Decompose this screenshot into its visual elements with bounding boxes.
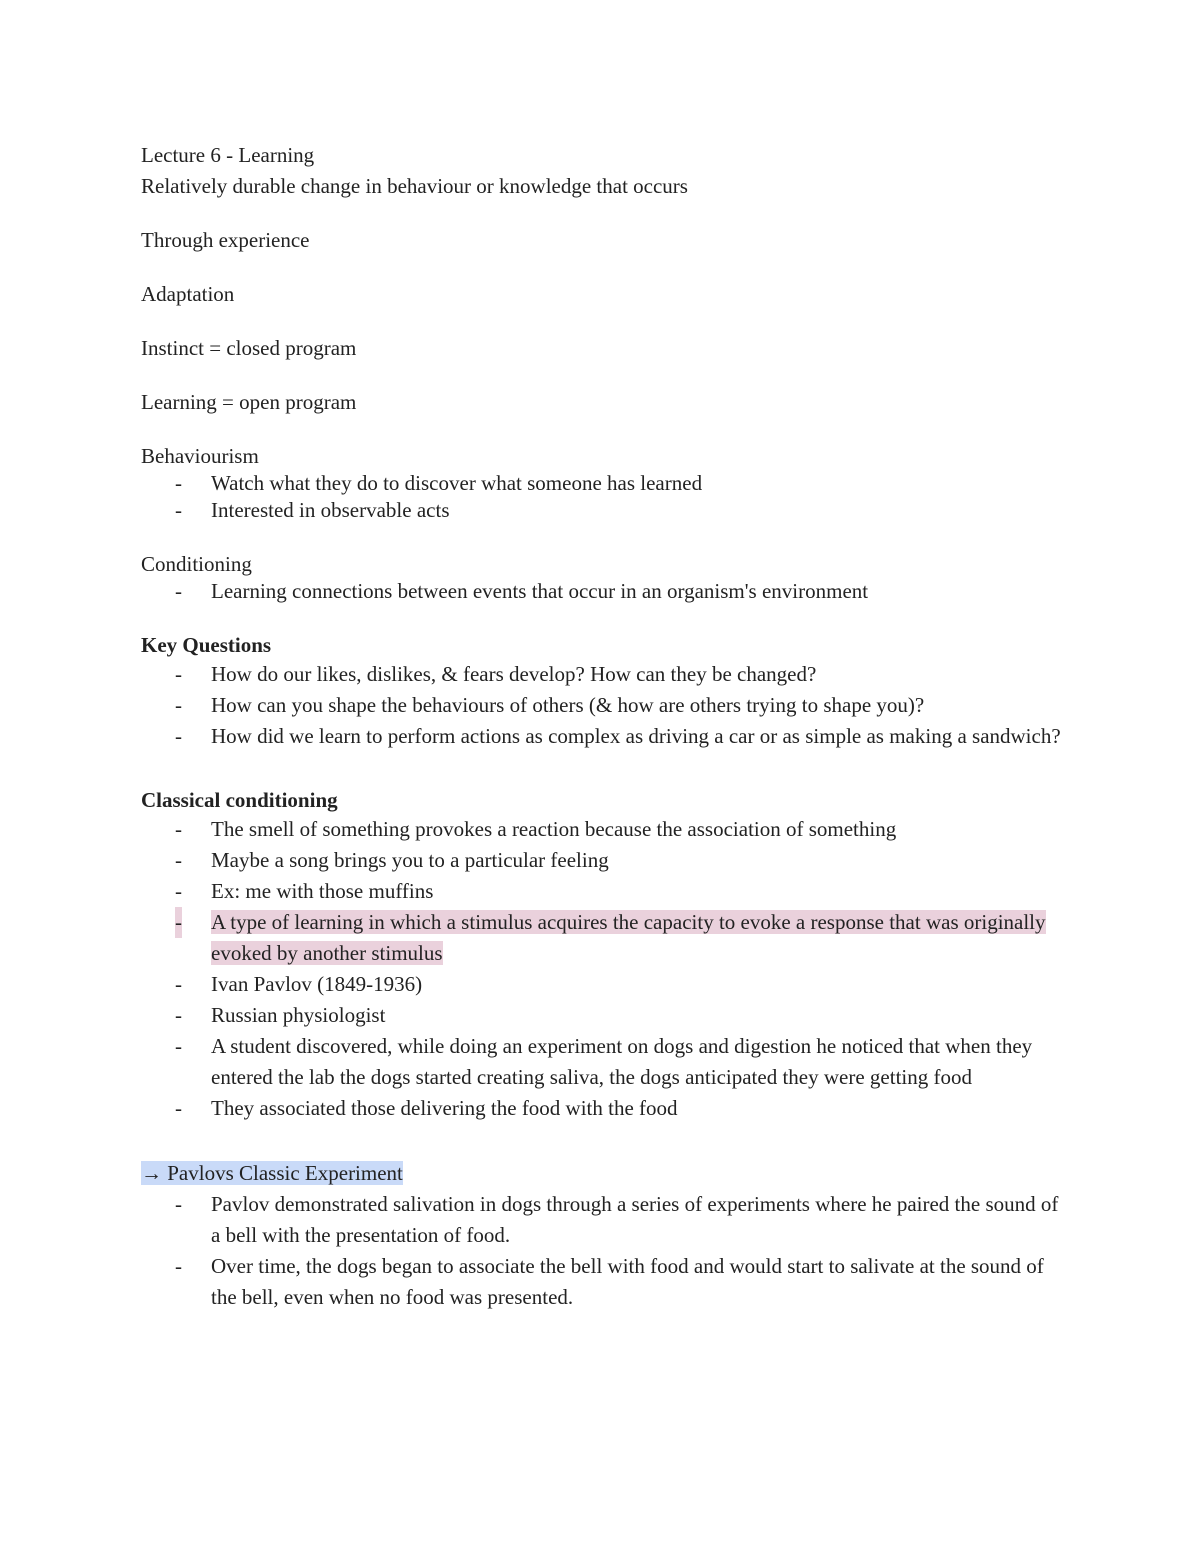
dash-marker: - xyxy=(175,1192,182,1216)
list-item-text: A student discovered, while doing an experiment on dogs and digestion he noticed that when they entered the lab the dogs started creating saliva, the dogs anticipated they were getting food xyxy=(211,1034,1033,1089)
list-item xyxy=(141,659,1071,690)
list-item xyxy=(141,1000,1071,1031)
list-item-text: Ex: me with those muffins xyxy=(211,879,434,903)
list-item-text: How do our likes, dislikes, & fears develop? How can they be changed? xyxy=(211,662,817,686)
list-item-text: How did we learn to perform actions as complex as driving a car or as simple as making a sandwich? xyxy=(211,724,1061,748)
dash-marker: - xyxy=(175,693,182,717)
adaptation-line: Adaptation xyxy=(141,282,235,306)
dash-marker: - xyxy=(175,1003,182,1027)
list-item xyxy=(141,578,1071,605)
lecture-title: Lecture 6 - Learning xyxy=(141,143,315,167)
list-item xyxy=(141,721,1071,752)
dash-marker: - xyxy=(175,1034,182,1058)
dash-marker: - xyxy=(175,498,182,522)
instinct-line: Instinct = closed program xyxy=(141,336,357,360)
list-item-text: Ivan Pavlov (1849-1936) xyxy=(211,972,423,996)
conditioning-heading: Conditioning xyxy=(141,552,252,576)
dash-marker: - xyxy=(175,879,182,903)
classical-conditioning-list xyxy=(141,814,1071,1124)
list-item xyxy=(141,1189,1071,1251)
learning-line: Learning = open program xyxy=(141,390,357,414)
list-item-text: Pavlov demonstrated salivation in dogs through a series of experiments where he paired the sound of a bell with the presentation of food. xyxy=(211,1192,1059,1247)
pavlov-experiment-list xyxy=(141,1189,1071,1313)
list-item-text: They associated those delivering the food with the food xyxy=(211,1096,678,1120)
list-item-text: Russian physiologist xyxy=(211,1003,386,1027)
document-body xyxy=(141,142,1071,1313)
list-item xyxy=(141,470,1071,497)
highlighted-definition-text: A type of learning in which a stimulus acquires the capacity to evoke a response that was originally evoked by another stimulus xyxy=(211,910,1046,965)
dash-marker: - xyxy=(175,724,182,748)
dash-marker: - xyxy=(175,972,182,996)
list-item xyxy=(141,845,1071,876)
dash-marker: - xyxy=(175,662,182,686)
conditioning-list xyxy=(141,578,1071,605)
classical-conditioning-heading: Classical conditioning xyxy=(141,788,338,812)
dash-marker: - xyxy=(175,1096,182,1120)
list-item xyxy=(141,690,1071,721)
list-item xyxy=(141,876,1071,907)
dash-marker: - xyxy=(175,579,182,603)
behaviourism-list xyxy=(141,470,1071,524)
list-item-text: Learning connections between events that occur in an organism's environment xyxy=(211,579,869,603)
list-item-text: Interested in observable acts xyxy=(211,498,450,522)
dash-marker: - xyxy=(175,817,182,841)
highlighted-list-item xyxy=(141,907,1071,969)
list-item-text: How can you shape the behaviours of others (& how are others trying to shape you)? xyxy=(211,693,925,717)
list-item xyxy=(141,1093,1071,1124)
key-questions-heading: Key Questions xyxy=(141,633,272,657)
list-item-text: Watch what they do to discover what someone has learned xyxy=(211,471,703,495)
list-item xyxy=(141,1251,1071,1313)
dash-marker: - xyxy=(175,1254,182,1278)
list-item xyxy=(141,969,1071,1000)
list-item xyxy=(141,1031,1071,1093)
list-item-text: Maybe a song brings you to a particular feeling xyxy=(211,848,609,872)
dash-marker: - xyxy=(175,848,182,872)
list-item-text: The smell of something provokes a reaction because the association of something xyxy=(211,817,897,841)
through-experience-line: Through experience xyxy=(141,228,310,252)
dash-marker: - xyxy=(175,471,182,495)
list-item xyxy=(141,814,1071,845)
learning-definition: Relatively durable change in behaviour or knowledge that occurs xyxy=(141,174,688,198)
key-questions-list xyxy=(141,659,1071,752)
list-item xyxy=(141,497,1071,524)
behaviourism-heading: Behaviourism xyxy=(141,444,259,468)
dash-marker: - xyxy=(175,907,182,938)
pavlov-experiment-heading: → Pavlovs Classic Experiment xyxy=(141,1161,403,1185)
pavlov-experiment-heading-line xyxy=(141,1158,1071,1189)
list-item-text: Over time, the dogs began to associate the bell with food and would start to salivate at the sound of the bell, even when no food was presented. xyxy=(211,1254,1044,1309)
